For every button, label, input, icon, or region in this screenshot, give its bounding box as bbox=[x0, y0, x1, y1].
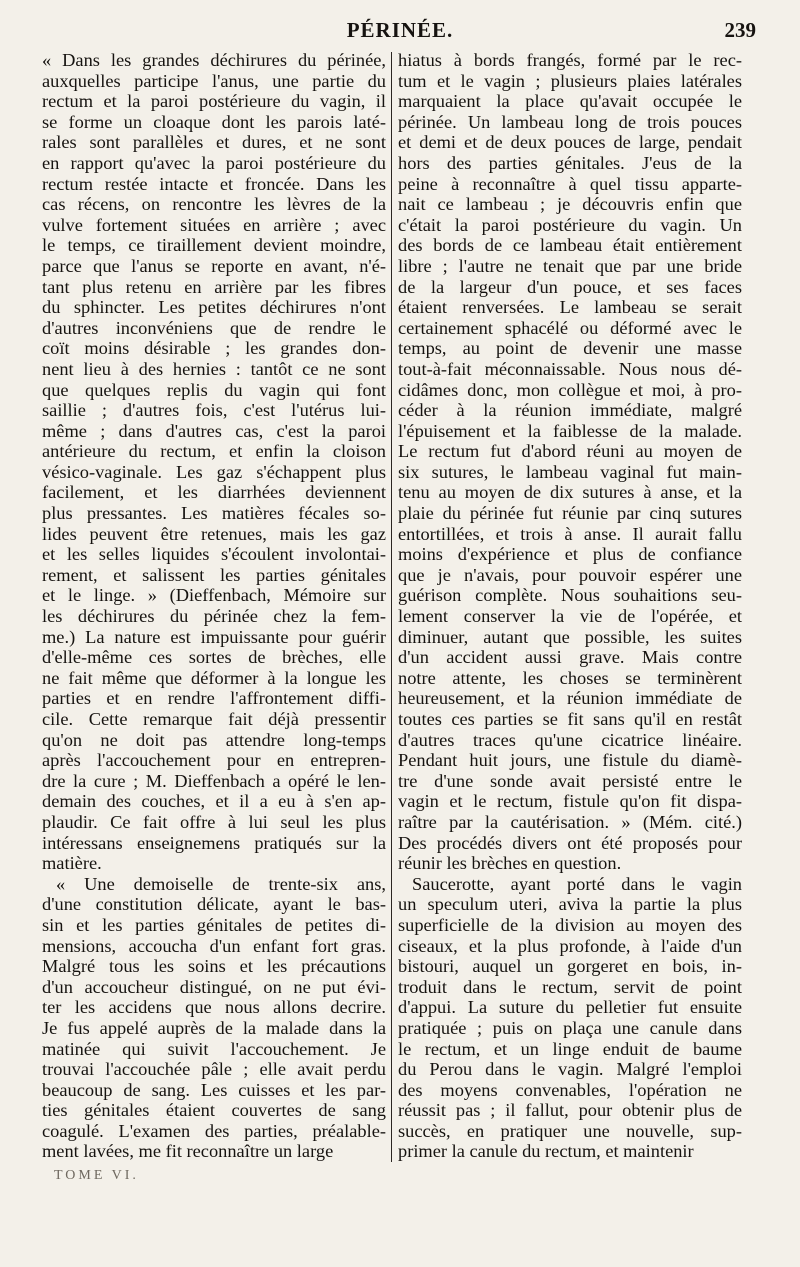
text-line: bistouri, auquel un gorgeret en bois, in- bbox=[398, 956, 742, 977]
column-divider bbox=[391, 52, 392, 1162]
text-line: céder à la réunion immédiate, malgré bbox=[398, 400, 742, 421]
text-line: libre ; l'autre ne tenait que par une bride bbox=[398, 255, 742, 276]
text-line: demain des couches, et il a eu à s'en ap- bbox=[42, 791, 386, 812]
text-line: me.) La nature est impuissante pour guérir bbox=[42, 626, 386, 647]
signature-mark: TOME VI. bbox=[54, 1168, 139, 1183]
text-line: qu'on ne doit pas attendre long-temps bbox=[42, 729, 386, 750]
text-line: « Une demoiselle de trente-six ans, bbox=[56, 873, 386, 894]
text-line: d'autres inconvéniens que de rendre le bbox=[42, 317, 386, 338]
text-line: ment lavées, me fit reconnaître un large bbox=[42, 1141, 334, 1162]
text-line: hors des parties génitales. J'eus de la bbox=[398, 152, 742, 173]
text-line: peine à reconnaître à quel tissu apparte- bbox=[398, 173, 742, 194]
text-line: sin et les parties génitales de petites di- bbox=[42, 914, 386, 935]
text-line: rectum et la paroi postérieure du vagin, il bbox=[42, 91, 386, 112]
text-line: d'autres traces qu'une cicatrice linéaire. bbox=[398, 729, 742, 750]
text-line: Malgré tous les soins et les précautions bbox=[42, 956, 386, 977]
text-line: coït moins désirable ; les grandes don- bbox=[42, 338, 386, 359]
text-line: nait ce lambeau ; je découvris enfin que bbox=[398, 194, 742, 215]
text-line: cidâmes donc, mon collègue et moi, à pro- bbox=[398, 379, 742, 400]
text-line: tenu au moyen de dix sutures à anse, et la bbox=[398, 482, 742, 503]
text-line: tre d'une sonde avait persisté entre le bbox=[398, 770, 742, 791]
text-line: saillie ; d'autres fois, c'est l'utérus lui- bbox=[42, 400, 386, 421]
text-line: trouvai l'accouchée pâle ; elle avait perdu bbox=[42, 1059, 386, 1080]
text-line: temps, au point de devenir une masse bbox=[398, 338, 742, 359]
text-line: ties génitales étaient couvertes de sang bbox=[42, 1100, 386, 1121]
text-line: c'était la paroi postérieure du vagin. Un bbox=[398, 214, 742, 235]
text-line: certainement sphacélé ou déformé avec le bbox=[398, 317, 742, 338]
text-line: beaucoup de sang. Les cuisses et les par- bbox=[42, 1079, 386, 1100]
text-line: toutes ces parties se fit sans qu'il en restât bbox=[398, 709, 742, 729]
text-line: périnée. Un lambeau long de trois pouces bbox=[398, 111, 742, 132]
text-line: rement, et salissent les parties génitales bbox=[42, 564, 386, 585]
text-line: matière. bbox=[42, 853, 102, 874]
text-line: lement conserver la vie de l'opérée, et bbox=[398, 606, 742, 627]
text-line: vulve fortement situées en arrière ; avec bbox=[42, 214, 386, 235]
text-line: même ; dans d'autres cas, c'est la paroi bbox=[42, 420, 386, 441]
text-line: coagulé. L'examen des parties, préalable- bbox=[42, 1120, 386, 1141]
text-line: Pendant huit jours, une fistule du diamè- bbox=[398, 750, 742, 771]
text-line: troduit dans le rectum, servit de point bbox=[398, 976, 742, 997]
text-line: étaient renversées. Le lambeau se serait bbox=[398, 297, 742, 318]
text-line: tant plus retenu en arrière par les fibres bbox=[42, 276, 386, 297]
text-line: heureusement, et la réunion immédiate de bbox=[398, 688, 742, 709]
text-line: des moyens convenables, l'opération ne bbox=[398, 1079, 742, 1100]
text-line: ne fait même que déformer à la longue les bbox=[42, 667, 386, 688]
running-head: PÉRINÉE. bbox=[346, 18, 454, 42]
text-line: vagin et le rectum, fistule qu'on fit dispa- bbox=[398, 791, 742, 812]
text-line: marquaient la place qu'avait occupée le bbox=[398, 91, 742, 112]
text-line: « Dans les grandes déchirures du périnée, bbox=[42, 50, 386, 70]
page-header bbox=[40, 18, 760, 48]
text-line: réussit pas ; il fallut, pour obtenir plus de bbox=[398, 1100, 742, 1121]
text-line: moins d'expérience et plus de confiance bbox=[398, 544, 742, 565]
text-line: réunir les brèches en question. bbox=[398, 853, 622, 874]
text-line: plaudir. Ce fait offre à lui seul les plus bbox=[42, 811, 386, 832]
text-line: guérison complète. Nous souhaitions seu- bbox=[398, 585, 742, 606]
text-line: que quelques replis du vagin qui font bbox=[42, 379, 386, 400]
text-line: primer la canule du rectum, et maintenir bbox=[398, 1141, 694, 1162]
text-line: et le linge. » (Dieffenbach, Mémoire sur bbox=[42, 585, 386, 606]
text-line: superficielle de la division au moyen des bbox=[398, 914, 742, 935]
text-line: les déchirures du périnée chez la fem- bbox=[42, 606, 386, 627]
text-line: d'appui. La suture du pelletier fut ensuite bbox=[398, 997, 742, 1018]
text-line: et les selles liquides s'écoulent involontai- bbox=[42, 544, 386, 565]
text-line: d'elle-même ces sortes de brèches, elle bbox=[42, 647, 386, 668]
text-line: Je fus appelé auprès de la malade dans la bbox=[42, 1017, 386, 1038]
text-line: tum et le vagin ; plusieurs plaies latérales bbox=[398, 70, 742, 91]
text-line: le rectum, et un linge enduit de baume bbox=[398, 1038, 742, 1059]
text-line: et demi et de deux pouces de large, pendait bbox=[398, 132, 742, 153]
text-line: des bords de ce lambeau était entièrement bbox=[398, 235, 742, 256]
text-line: hiatus à bords frangés, formé par le rec- bbox=[398, 50, 742, 70]
text-line: six sutures, le lambeau vaginal fut main- bbox=[398, 461, 742, 482]
text-line: Le rectum fut d'abord réuni au moyen de bbox=[398, 441, 742, 462]
text-line: lides peuvent être retenues, mais les gaz bbox=[42, 523, 386, 544]
text-line: succès, en pratiquer une nouvelle, sup- bbox=[398, 1120, 742, 1141]
text-line: le temps, ce tiraillement devient moindre, bbox=[42, 235, 386, 256]
text-line: rales sont parallèles et dures, et ne sont bbox=[42, 132, 386, 153]
text-line: de la largeur d'un pouce, et ses faces bbox=[398, 276, 742, 297]
text-line: après l'accouchement pour en entrepren- bbox=[42, 750, 386, 771]
text-line: cile. Cette remarque fait déjà pressentir bbox=[42, 709, 386, 729]
text-line: matinée qui suivit l'accouchement. Je bbox=[42, 1038, 386, 1059]
text-line: parties et en rendre l'affrontement diffi- bbox=[42, 688, 386, 709]
text-line: antérieure du rectum, et enfin la cloison bbox=[42, 441, 386, 462]
text-line: raître par la cautérisation. » (Mém. cité.) bbox=[398, 811, 742, 832]
text-line: diminuer, autant que possible, les suites bbox=[398, 626, 742, 647]
text-line: mensions, accoucha d'un enfant fort gras. bbox=[42, 935, 386, 956]
right-column bbox=[398, 50, 742, 1162]
text-line: du Perou dans le vagin. Malgré l'emploi bbox=[398, 1059, 742, 1080]
text-line: ciseaux, et la plus profonde, à l'aide d'un bbox=[398, 935, 742, 956]
text-line: se forme un cloaque dont les parois laté- bbox=[42, 111, 386, 132]
text-line: parce que l'anus se reporte en avant, n'é- bbox=[42, 255, 386, 276]
text-line: que je n'avais, pour pouvoir espérer une bbox=[398, 564, 742, 585]
text-line: du sphincter. Les petites déchirures n'ont bbox=[42, 297, 386, 318]
text-line: l'épuisement et la faiblesse de la malade. bbox=[398, 420, 742, 441]
text-line: facilement, et les diarrhées deviennent bbox=[42, 482, 386, 503]
text-line: plus pressantes. Les matières fécales so- bbox=[42, 503, 386, 524]
left-column bbox=[42, 50, 386, 1162]
text-line: nent lieu à des hernies : tantôt ce ne sont bbox=[42, 358, 386, 379]
text-line: d'un accident aussi grave. Mais contre bbox=[398, 647, 742, 668]
text-line: Saucerotte, ayant porté dans le vagin bbox=[412, 873, 742, 894]
text-line: Des procédés divers ont été proposés pour bbox=[398, 832, 742, 853]
text-line: rectum restée intacte et froncée. Dans les bbox=[42, 173, 386, 194]
text-line: intéressans enseignemens pratiqués sur la bbox=[42, 832, 386, 853]
text-line: un speculum uteri, aviva la partie la plus bbox=[398, 894, 742, 915]
text-line: tout-à-fait méconnaissable. Nous nous dé- bbox=[398, 358, 742, 379]
text-line: d'un accoucheur distingué, on ne put évi- bbox=[42, 976, 386, 997]
text-line: cas récens, on rencontre les lèvres de la bbox=[42, 194, 386, 215]
text-line: auxquelles participe l'anus, une partie du bbox=[42, 70, 386, 91]
text-line: plaie du périnée fut réunie par cinq sutures bbox=[398, 503, 742, 524]
text-line: vésico-vaginale. Les gaz s'échappent plus bbox=[42, 461, 386, 482]
text-line: notre attente, les choses se terminèrent bbox=[398, 667, 742, 688]
text-line: d'une constitution délicate, ayant le bas- bbox=[42, 894, 386, 915]
page-number: 239 bbox=[724, 18, 756, 42]
text-line: ter les accidens que nous allons decrire. bbox=[42, 997, 386, 1018]
text-line: entortillées, et trois à anse. Il aurait fallu bbox=[398, 523, 742, 544]
text-line: pratiquée ; puis on plaça une canule dans bbox=[398, 1017, 742, 1038]
text-line: en rapport qu'avec la paroi postérieure du bbox=[42, 152, 386, 173]
text-line: dre la cure ; M. Dieffenbach a opéré le len- bbox=[42, 770, 386, 791]
